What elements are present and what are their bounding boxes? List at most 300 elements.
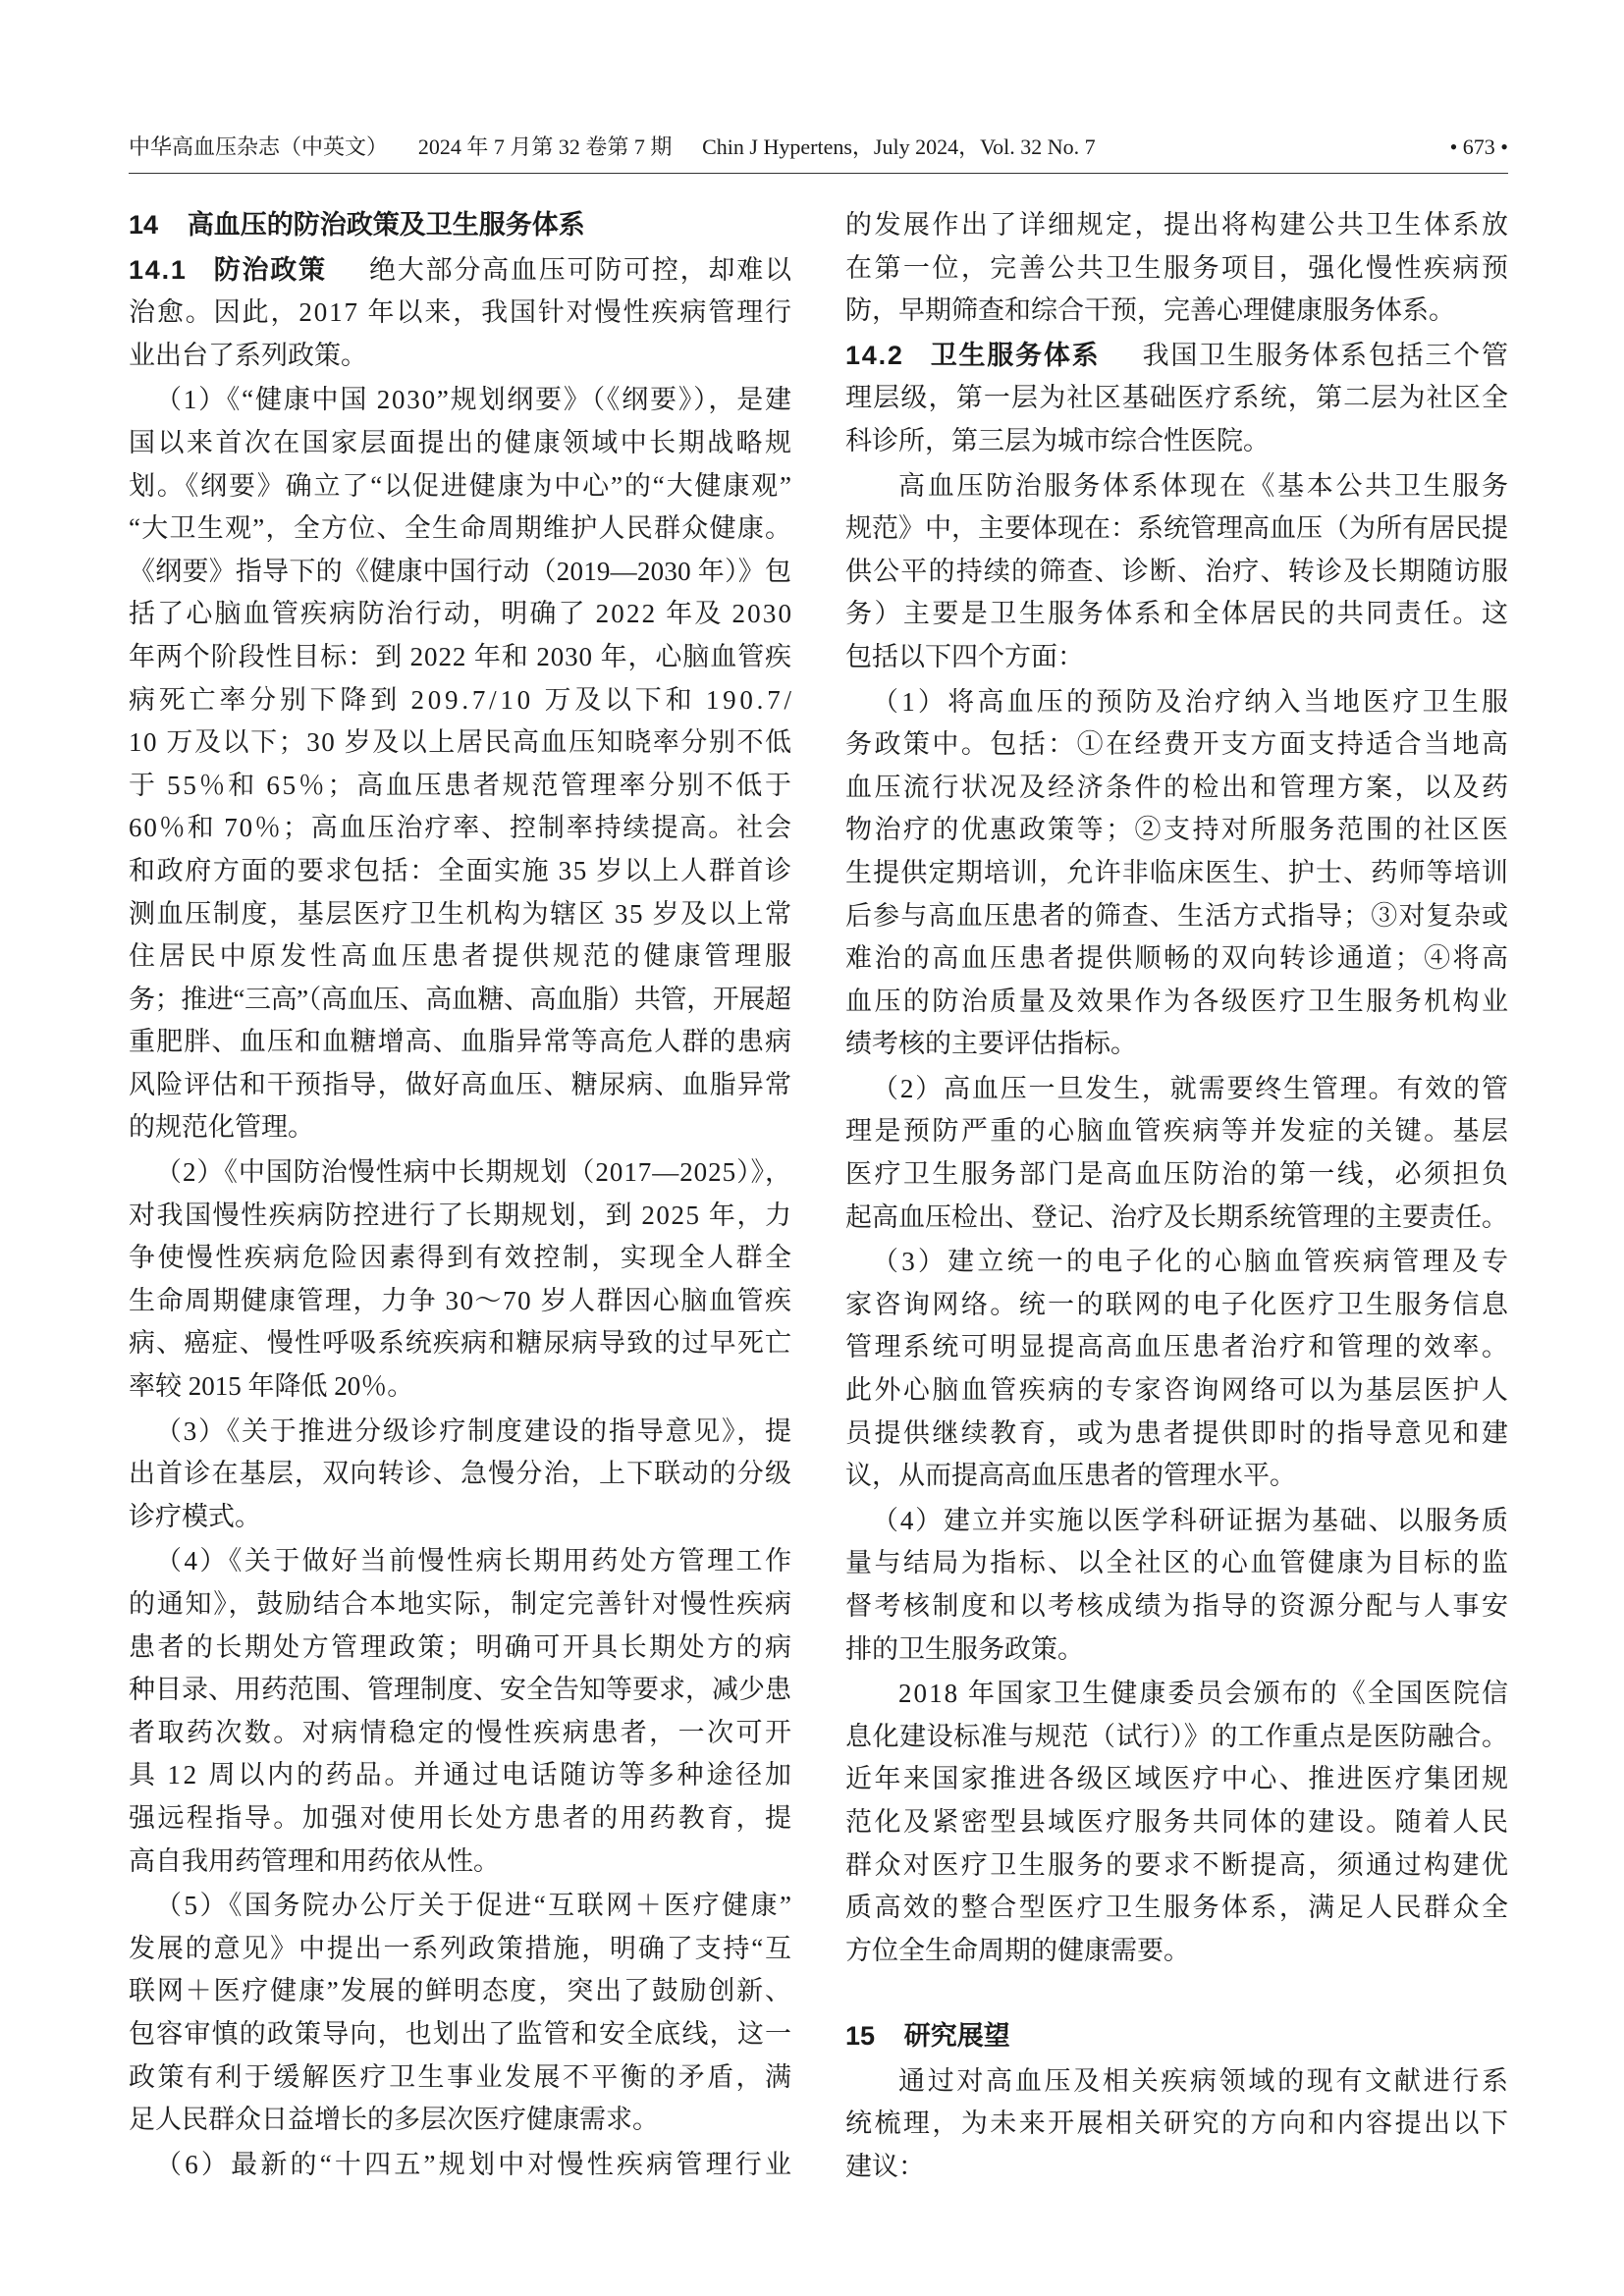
line-content [129, 1243, 793, 1272]
line-text: 务政策中。包括：①在经费开支方面支持适合当地高 [845, 729, 1511, 760]
line-text: 患者的长期处方管理政策；明确可开具长期处方的病 [129, 1631, 794, 1662]
line-content [129, 1070, 792, 1099]
line-content [129, 428, 793, 457]
text-line [845, 681, 1512, 724]
line-text: 管理系统可明显提高高血压患者治疗和管理的效率。 [845, 1332, 1511, 1362]
paragraph [845, 2060, 1511, 2189]
section-number: 15 [845, 2020, 876, 2051]
line-text: 后参与高血压患者的筛查、生活方式指导；③对复杂或 [845, 900, 1510, 931]
line-text: 家咨询网络。统一的联网的电子化医疗卫生服务信息 [845, 1289, 1511, 1319]
text-line [129, 1754, 794, 1797]
line-text: 住居民中原发性高血压患者提供规范的健康管理服 [129, 941, 795, 972]
line-content [129, 771, 794, 800]
paragraph [129, 379, 795, 1149]
text-line [129, 335, 791, 378]
line-text: 督考核制度和以考核成绩为指导的资源分配与人事安 [845, 1591, 1511, 1621]
line-content [845, 2109, 1510, 2138]
line-text: 率较 2015 年降低 20％。 [129, 1371, 414, 1402]
line-content [845, 987, 1510, 1016]
line-content [155, 1546, 793, 1575]
text-line [845, 420, 1508, 463]
line-text: 争使慢性疾病危险因素得到有效控制，实现全人群全 [129, 1243, 794, 1273]
text-line [129, 1237, 794, 1280]
text-line [129, 1841, 791, 1884]
line-text: 业出台了系列政策。 [129, 340, 367, 370]
text-line [845, 767, 1511, 810]
text-line [845, 1500, 1508, 1543]
line-content [129, 1328, 792, 1358]
line-content [845, 1290, 1510, 1319]
line-text: （1）将高血压的预防及治疗纳入当地医疗卫生服 [872, 686, 1512, 717]
line-text: 范化及紧密型县域医疗服务共同体的建设。随着人民 [845, 1806, 1511, 1837]
line-text: （4）《关于做好当前慢性病长期用药处方管理工作 [155, 1546, 794, 1576]
line-content [845, 295, 1455, 325]
line-content [129, 685, 795, 715]
line-content [155, 1416, 793, 1446]
line-content [129, 985, 791, 1014]
right-column [845, 204, 1512, 2188]
text-line [129, 1583, 791, 1627]
line-content [872, 1247, 1511, 1276]
page-number: • 673 • [1449, 134, 1508, 159]
text-line [845, 723, 1511, 767]
text-line [845, 2146, 1508, 2189]
line-content [872, 1074, 1510, 1103]
line-text: 风险评估和干预指导，做好高血压、糖尿病、血脂异常 [129, 1069, 793, 1099]
line-content [129, 813, 793, 842]
paragraph [845, 1673, 1511, 1972]
line-text: 包容审慎的政策导向，也划出了监管和安全底线，这一 [129, 2018, 793, 2049]
text-line [129, 1106, 791, 1149]
line-content [845, 943, 1510, 973]
line-content [129, 642, 792, 671]
text-line [845, 1629, 1508, 1672]
text-line [845, 1844, 1511, 1888]
line-content [845, 1116, 1510, 1146]
section-heading [129, 204, 791, 247]
paragraph [129, 2144, 795, 2187]
subsection-title: 防治政策 [213, 254, 327, 285]
section-heading [845, 2015, 1508, 2058]
line-text: （4）建立并实施以医学科研证据为基础、以服务质 [872, 1505, 1510, 1535]
text-line [129, 1365, 791, 1409]
line-content [898, 2066, 1511, 2096]
line-content [129, 1589, 793, 1619]
line-text: 排的卫生服务政策。 [845, 1633, 1084, 1664]
text-line [845, 247, 1511, 291]
line-text: 议，从而提高高血压患者的管理水平。 [845, 1461, 1296, 1491]
text-line [129, 1151, 791, 1195]
text-line [845, 809, 1511, 852]
text-line [845, 1197, 1508, 1240]
line-content [845, 1591, 1510, 1621]
line-text: 的发展作出了详细规定，提出将构建公共卫生体系放 [845, 210, 1511, 240]
line-text: 高血压防治服务体系体现在《基本公共卫生服务 [898, 470, 1511, 501]
paragraph [845, 1241, 1512, 1498]
text-line [129, 2099, 791, 2142]
line-text: 质高效的整合型医疗卫生服务体系，满足人民群众全 [845, 1893, 1511, 1923]
line-content [845, 858, 1509, 887]
line-content [845, 599, 1510, 628]
text-line [129, 1669, 791, 1712]
line-text: （6）最新的“十四五”规划中对慢性疾病管理行业 [155, 2149, 795, 2179]
line-text: 理是预防严重的心脑血管疾病等并发症的关键。基层 [845, 1116, 1511, 1147]
line-text: 国以来首次在国家层面提出的健康领域中长期战略规 [129, 427, 794, 457]
text-line [845, 1241, 1512, 1284]
paragraph [845, 335, 1508, 463]
line-text: 测血压制度，基层医疗卫生机构为辖区 35 岁及以上常 [129, 898, 793, 929]
line-content [845, 1893, 1510, 1922]
text-line [129, 1322, 791, 1365]
text-line [129, 679, 795, 722]
line-text: 理层级，第一层为社区基础医疗系统，第二层为社区全 [845, 383, 1510, 413]
line-content [845, 1634, 1084, 1664]
heading-text [129, 210, 585, 240]
line-content [845, 1332, 1510, 1362]
text-line [845, 1369, 1511, 1413]
line-content [845, 642, 1084, 671]
text-line [845, 1068, 1508, 1111]
line-text: 高自我用药管理和用药依从性。 [129, 1845, 500, 1876]
line-content [129, 899, 793, 929]
line-content [845, 210, 1510, 240]
line-content [155, 1157, 792, 1187]
line-content [129, 1846, 500, 1876]
line-content [845, 1375, 1510, 1405]
text-line [129, 292, 791, 335]
line-content [845, 1202, 1508, 1232]
heading-line [845, 2015, 1508, 2058]
line-content [129, 599, 793, 628]
line-text: 和政府方面的要求包括：全面实施 35 岁以上人群首诊 [129, 855, 793, 885]
text-line [845, 1110, 1511, 1153]
text-line [129, 1021, 791, 1064]
line-text: 划。《纲要》确立了“以促进健康为中心”的“大健康观” [129, 470, 793, 501]
line-text: 科诊所，第三层为城市综合性医院。 [845, 425, 1270, 455]
text-line [129, 850, 791, 893]
line-content [845, 1548, 1510, 1577]
line-text: （1）《“健康中国 2030”规划纲要》（《纲要》），是建 [155, 385, 793, 415]
text-line [129, 379, 791, 422]
line-text: 重肥胖、血压和血糖增高、血脂异常等高危人群的患病 [129, 1027, 793, 1057]
line-content [129, 1027, 792, 1056]
text-line [845, 981, 1511, 1024]
text-line [129, 807, 791, 850]
section-number: 14 [129, 210, 159, 240]
paragraph [845, 465, 1511, 679]
subsection-number: 14.2 [845, 340, 904, 370]
line-text: 群众对医疗卫生服务的要求不断提高，须通过构建优 [845, 1849, 1511, 1880]
paragraph [129, 1885, 794, 2142]
line-content [845, 513, 1508, 543]
text-line [845, 1455, 1508, 1498]
line-content [129, 297, 793, 327]
line-text: 者取药次数。对病情稳定的慢性疾病患者，一次可开 [129, 1717, 794, 1747]
line-content [155, 2150, 794, 2179]
line-text: （2）《中国防治慢性病中长期规划（2017—2025）》， [155, 1157, 792, 1188]
heading-line [129, 204, 791, 247]
line-text: 我国卫生服务体系包括三个管 [1142, 340, 1510, 370]
issue-info: 2024 年 7 月第 32 卷第 7 期 [417, 134, 673, 159]
line-content [155, 385, 793, 414]
line-content [129, 1760, 794, 1789]
line-text: 于 55％和 65％；高血压患者规范管理率分别不低于 [129, 770, 794, 800]
text-line [845, 551, 1508, 594]
text-line [129, 2013, 791, 2056]
line-content [129, 513, 792, 543]
line-content [845, 1764, 1510, 1793]
paragraph [129, 1540, 794, 1883]
text-line [129, 1411, 791, 1454]
line-content [155, 1891, 793, 1920]
line-content [129, 557, 791, 586]
line-text: 治愈。因此，2017 年以来，我国针对慢性疾病管理行 [129, 297, 793, 328]
line-text: 足人民群众日益增长的多层次医疗健康需求。 [129, 2105, 659, 2135]
line-text: 近年来国家推进各级区域医疗中心、推进医疗集团规 [845, 1764, 1511, 1794]
line-content [845, 2152, 925, 2181]
text-line [129, 893, 791, 936]
heading-text [845, 2021, 1010, 2051]
line-content [129, 1286, 793, 1315]
line-text: 对我国慢性疾病防控进行了长期规划，到 2025 年，力 [129, 1200, 793, 1230]
line-content [845, 253, 1510, 283]
paragraph [845, 681, 1512, 1066]
line-text: 10 万及以下；30 岁及以上居民高血压知晓率分别不低 [129, 727, 793, 758]
text-line [845, 1153, 1511, 1197]
text-line [129, 551, 791, 594]
line-text: 员提供继续教育，或为患者提供即时的指导意见和建 [845, 1417, 1511, 1448]
paragraph [845, 1500, 1511, 1671]
header-rule [129, 173, 1508, 174]
line-text: 建议： [845, 2151, 925, 2181]
text-line [845, 290, 1508, 333]
line-content [845, 1029, 1137, 1058]
text-line [845, 636, 1508, 679]
line-text: 在第一位，完善公共卫生服务项目，强化慢性疾病预 [845, 252, 1511, 283]
line-content [845, 1418, 1510, 1448]
text-line [129, 1195, 791, 1238]
journal-name: 中华高血压杂志（中英文） [129, 134, 389, 159]
line-content [845, 383, 1509, 412]
line-text: 息化建设标准与规范（试行）》的工作重点是医防融合。 [845, 1721, 1509, 1751]
section-title: 研究展望 [903, 2020, 1010, 2051]
journal-name-english: Chin J Hypertens，July 2024，Vol. 32 No. 7 [702, 134, 1096, 159]
paragraph [845, 204, 1511, 333]
line-text: 务；推进“三高”（高血压、高血糖、高血脂）共管，开展超 [129, 984, 791, 1014]
text-line [845, 1542, 1511, 1585]
text-line [845, 1801, 1511, 1844]
line-content [129, 1675, 791, 1704]
line-text: 诊疗模式。 [129, 1501, 261, 1531]
line-text: 具 12 周以内的药品。并通过电话随访等多种途径加 [129, 1760, 794, 1790]
text-line [845, 1284, 1511, 1327]
text-line [129, 1280, 791, 1323]
text-line [129, 935, 795, 979]
text-line [845, 593, 1511, 636]
line-content [129, 1718, 793, 1747]
line-text: 出首诊在基层，双向转诊、急慢分治，上下联动的分级 [129, 1459, 793, 1489]
line-content [845, 901, 1509, 931]
line-text: 方位全生命周期的健康需要。 [845, 1935, 1190, 1965]
line-text: 难治的高血压患者提供顺畅的双向转诊通道；④将高 [845, 943, 1511, 974]
left-column [129, 204, 795, 2186]
line-text: 血压的防治质量及效果作为各级医疗卫生服务机构业 [845, 986, 1511, 1016]
line-text: 强远程指导。加强对使用长处方患者的用药教育，提 [129, 1802, 794, 1833]
line-text: 统梳理，为未来开展相关研究的方向和内容提出以下 [845, 2109, 1511, 2139]
line-text: （3）建立统一的电子化的心脑血管疾病管理及专 [872, 1247, 1512, 1277]
line-text: 此外心脑血管疾病的专家咨询网络可以为基层医护人 [845, 1375, 1511, 1406]
text-line [129, 1797, 794, 1841]
line-content [129, 1201, 793, 1230]
text-line [845, 465, 1511, 508]
text-line [845, 1413, 1511, 1456]
text-line [129, 1627, 794, 1670]
text-line [845, 507, 1508, 551]
line-content [129, 1632, 793, 1662]
line-text: 通过对高血压及相关疾病领域的现有文献进行系 [898, 2065, 1511, 2096]
subsection-title: 卫生服务体系 [930, 340, 1101, 370]
line-content [129, 1459, 792, 1488]
text-line [845, 937, 1511, 981]
text-line [845, 377, 1508, 420]
line-content [129, 2062, 793, 2092]
text-line [129, 765, 794, 808]
line-text: （3）《关于推进分级诊疗制度建设的指导意见》，提 [155, 1415, 793, 1446]
line-content [845, 1461, 1296, 1490]
line-text: 2018 年国家卫生健康委员会颁布的《全国医院信 [898, 1679, 1511, 1709]
line-content [129, 1934, 793, 1963]
line-text: 年两个阶段性目标：到 2022 年和 2030 年，心脑血管疾 [129, 641, 792, 671]
text-line [129, 1453, 791, 1496]
line-text: 绝大部分高血压可防可控，却难以 [369, 254, 793, 285]
line-content [898, 1679, 1510, 1708]
text-line [129, 1885, 794, 1928]
text-line [845, 852, 1508, 895]
line-content [845, 426, 1270, 455]
paragraph [129, 1411, 791, 1539]
text-line [845, 2103, 1511, 2146]
line-text: 括了心脑血管疾病防治行动，明确了 2022 年及 2030 [129, 599, 794, 629]
running-header [129, 132, 1508, 163]
line-content [845, 1159, 1510, 1189]
line-content [872, 687, 1511, 717]
text-line [845, 1326, 1511, 1369]
line-text: 联网＋医疗健康”发展的鲜明态度，突出了鼓励创新、 [129, 1976, 793, 2006]
line-content [845, 1850, 1510, 1880]
line-content [129, 727, 793, 757]
line-text: 防，早期筛查和综合干预，完善心理健康服务体系。 [845, 295, 1455, 326]
line-content [845, 815, 1510, 844]
line-content [845, 1722, 1509, 1751]
line-content [129, 856, 793, 885]
line-text: 物治疗的优惠政策等；②支持对所服务范围的社区医 [845, 815, 1511, 845]
line-text: 起高血压检出、登记、治疗及长期系统管理的主要责任。 [845, 1201, 1508, 1232]
line-text: “大卫生观”，全方位、全生命周期维护人民群众健康。 [129, 513, 793, 544]
line-text: 量与结局为指标、以全社区的心血管健康为目标的监 [845, 1548, 1511, 1578]
line-text: 的通知》，鼓励结合本地实际，制定完善针对慢性疾病 [129, 1589, 793, 1619]
line-text: （2）高血压一旦发生，就需要终生管理。有效的管 [872, 1073, 1510, 1103]
line-content [129, 1803, 793, 1833]
line-content [129, 1371, 413, 1401]
line-content [129, 1976, 793, 2005]
paragraph [845, 1068, 1511, 1239]
line-text: 种目录、用药范围、管理制度、安全告知等要求，减少患 [129, 1675, 791, 1705]
text-line [845, 204, 1511, 247]
text-line [845, 895, 1508, 938]
line-content [845, 557, 1509, 586]
line-content [845, 773, 1510, 802]
text-line [845, 2060, 1511, 2104]
line-text: 发展的意见》中提出一系列政策措施，明确了支持“互 [129, 1933, 793, 1963]
text-line [129, 2144, 795, 2187]
line-text: （5）《国务院办公厅关于促进“互联网＋医疗健康” [155, 1891, 794, 1921]
line-text: 《纲要》指导下的《健康中国行动（2019—2030 年）》包 [129, 556, 792, 586]
text-line [129, 721, 791, 765]
line-text: 生提供定期培训，允许非临床医生、护士、药师等培训 [845, 857, 1510, 887]
line-content [129, 1112, 314, 1142]
text-line [129, 1712, 794, 1755]
paragraph [129, 249, 791, 378]
line-content [129, 471, 793, 501]
line-content [845, 729, 1510, 759]
text-line [845, 1887, 1511, 1930]
line-content [129, 1502, 261, 1531]
line-text: 生命周期健康管理，力争 30～70 岁人群因心脑血管疾 [129, 1285, 793, 1315]
text-line [129, 1970, 791, 2013]
text-line [129, 422, 794, 465]
line-content [129, 255, 793, 285]
line-text: 的规范化管理。 [129, 1112, 314, 1143]
text-line [129, 507, 791, 551]
line-content [845, 1936, 1190, 1965]
line-content [129, 941, 795, 971]
text-line [845, 1673, 1511, 1716]
paragraph [129, 1151, 794, 1409]
line-text: 血压流行状况及经济条件的检出和管理方案，以及药 [845, 772, 1511, 802]
text-line [129, 249, 791, 293]
line-text: 规范》中，主要体现在：系统管理高血压（为所有居民提 [845, 513, 1508, 544]
text-line [845, 1758, 1511, 1801]
line-content [129, 2019, 792, 2049]
line-content [129, 341, 367, 370]
line-content [872, 1506, 1510, 1535]
text-line [129, 1540, 794, 1583]
text-line [129, 636, 791, 679]
text-line [845, 1716, 1508, 1759]
text-line [129, 465, 791, 508]
line-text: 绩考核的主要评估指标。 [845, 1029, 1137, 1059]
line-text: 包括以下四个方面： [845, 641, 1084, 671]
text-line [129, 979, 791, 1022]
line-text: 病、癌症、慢性呼吸系统疾病和糖尿病导致的过早死亡 [129, 1328, 793, 1359]
text-line [129, 593, 794, 636]
text-line [129, 1496, 791, 1539]
line-text: 病死亡率分别下降到 209.7/10 万及以下和 190.7/ [129, 684, 795, 715]
section-title: 高血压的防治政策及卫生服务体系 [187, 210, 585, 240]
line-content [845, 341, 1510, 370]
text-line [845, 1023, 1508, 1066]
text-line [845, 1930, 1508, 1973]
line-content [898, 471, 1511, 501]
line-text: 60％和 70％；高血压治疗率、控制率持续提高。社会 [129, 813, 793, 843]
text-line [129, 1928, 791, 1971]
text-line [129, 1064, 791, 1107]
line-text: 医疗卫生服务部门是高血压防治的第一线，必须担负 [845, 1159, 1511, 1190]
line-content [845, 1807, 1510, 1837]
text-line [129, 2056, 794, 2100]
text-line [845, 1585, 1511, 1629]
line-text: 务）主要是卫生服务体系和全体居民的共同责任。这 [845, 599, 1511, 629]
